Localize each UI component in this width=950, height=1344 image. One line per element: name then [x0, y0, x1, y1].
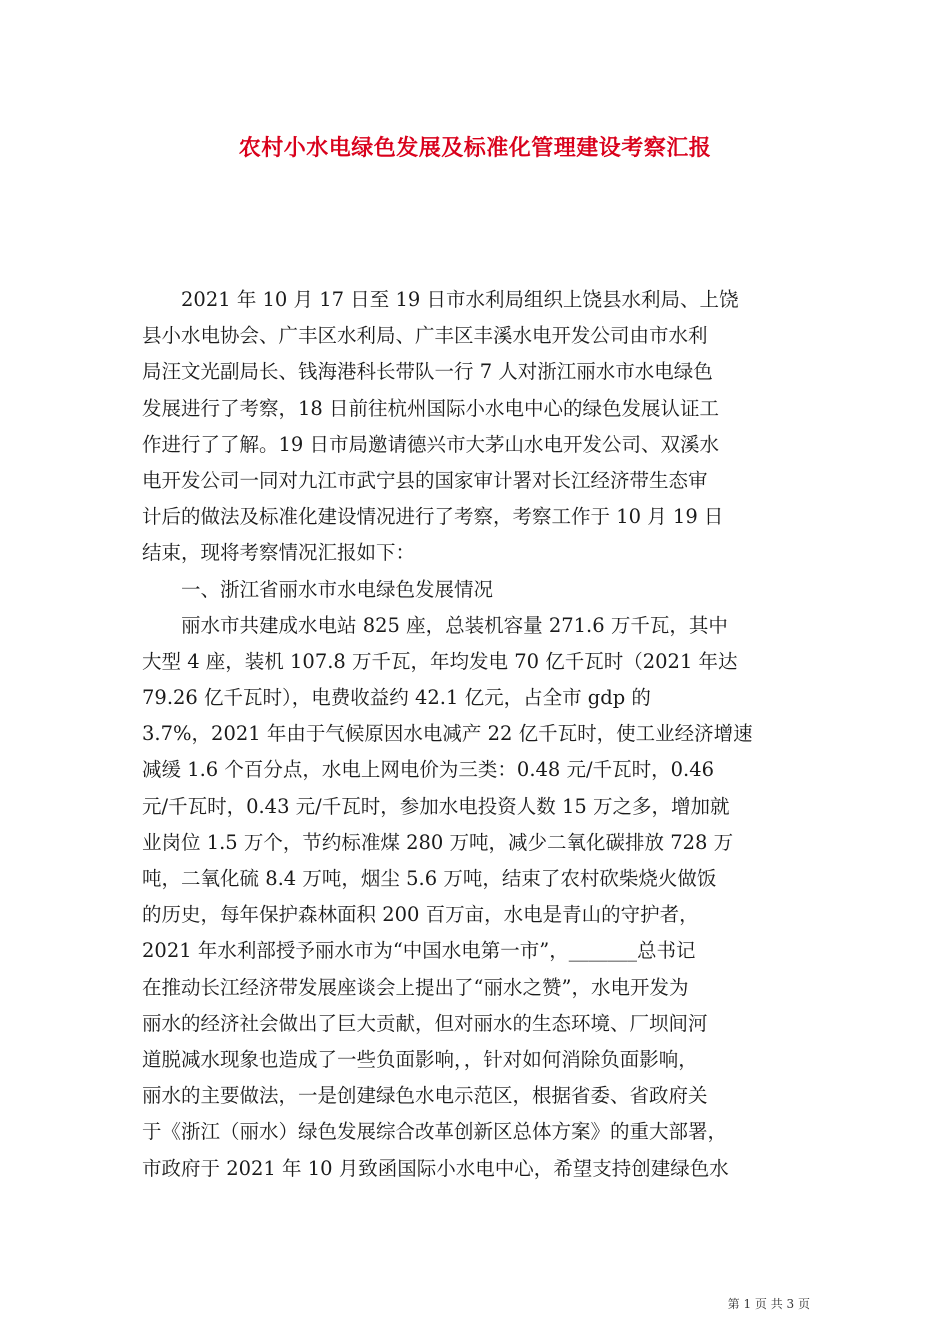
paragraph-line: 3.7%，2021 年由于气候原因水电减产 22 亿千瓦时，使工业经济增速 — [142, 722, 753, 746]
section-heading: 一、浙江省丽水市水电绿色发展情况 — [181, 577, 494, 601]
paragraph-line: 元/千瓦时，0.43 元/千瓦时，参加水电投资人数 15 万之多，增加就 — [142, 794, 730, 818]
paragraph-line: 于《浙江（丽水）绿色发展综合改革创新区总体方案》的重大部署， — [142, 1120, 728, 1144]
paragraph-line: 结束，现将考察情况汇报如下： — [142, 541, 416, 565]
paragraph-line: 丽水市共建成水电站 825 座，总装机容量 271.6 万千瓦，其中 — [181, 613, 728, 637]
paragraph-line: 2021 年 10 月 17 日至 19 日市水利局组织上饶县水利局、上饶 — [181, 288, 739, 311]
paragraph-line: 局汪文光副局长、钱海港科长带队一行 7 人对浙江丽水市水电绿色 — [142, 360, 713, 384]
paragraph-line: 县小水电协会、广丰区水利局、广丰区丰溪水电开发公司由市水利 — [142, 324, 708, 348]
paragraph-line: 2021 年水利部授予丽水市为“中国水电第一市”，_______总书记 — [142, 939, 696, 963]
paragraph-line: 79.26 亿千瓦时），电费收益约 42.1 亿元，占全市 gdp 的 — [142, 686, 651, 710]
document-body — [142, 282, 810, 1187]
paragraph-line: 业岗位 1.5 万个，节约标准煤 280 万吨，减少二氧化碳排放 728 万 — [142, 830, 734, 854]
paragraph-line: 的历史，每年保护森林面积 200 百万亩，水电是青山的守护者， — [142, 903, 699, 927]
document-title: 农村小水电绿色发展及标准化管理建设考察汇报 — [238, 135, 712, 161]
paragraph-line: 吨，二氧化硫 8.4 万吨，烟尘 5.6 万吨，结束了农村砍柴烧火做饭 — [142, 867, 717, 890]
paragraph-line: 市政府于 2021 年 10 月致函国际小水电中心，希望支持创建绿色水 — [142, 1156, 729, 1180]
paragraph-line: 发展进行了考察，18 日前往杭州国际小水电中心的绿色发展认证工 — [142, 396, 720, 420]
paragraph-line: 在推动长江经济带发展座谈会上提出了“丽水之赞”，水电开发为 — [142, 975, 689, 999]
paragraph-line: 计后的做法及标准化建设情况进行了考察，考察工作于 10 月 19 日 — [142, 505, 724, 529]
paragraph-line: 道脱减水现象也造成了一些负面影响，，针对如何消除负面影响， — [142, 1047, 698, 1071]
page-number-footer: 第 1 页 共 3 页 — [727, 1297, 810, 1311]
paragraph-line: 丽水的主要做法，一是创建绿色水电示范区，根据省委、省政府关 — [142, 1084, 708, 1108]
paragraph-line: 电开发公司一同对九江市武宁县的国家审计署对长江经济带生态审 — [142, 468, 708, 492]
paragraph-line: 减缓 1.6 个百分点，水电上网电价为三类：0.48 元/千瓦时，0.46 — [142, 758, 715, 782]
paragraph-line: 丽水的经济社会做出了巨大贡献，但对丽水的生态环境、厂坝间河 — [142, 1011, 708, 1035]
paragraph-line: 大型 4 座，装机 107.8 万千瓦，年均发电 70 亿千瓦时（2021 年达 — [142, 649, 738, 673]
paragraph-line: 作进行了了解。19 日市局邀请德兴市大茅山水电开发公司、双溪水 — [142, 432, 720, 456]
